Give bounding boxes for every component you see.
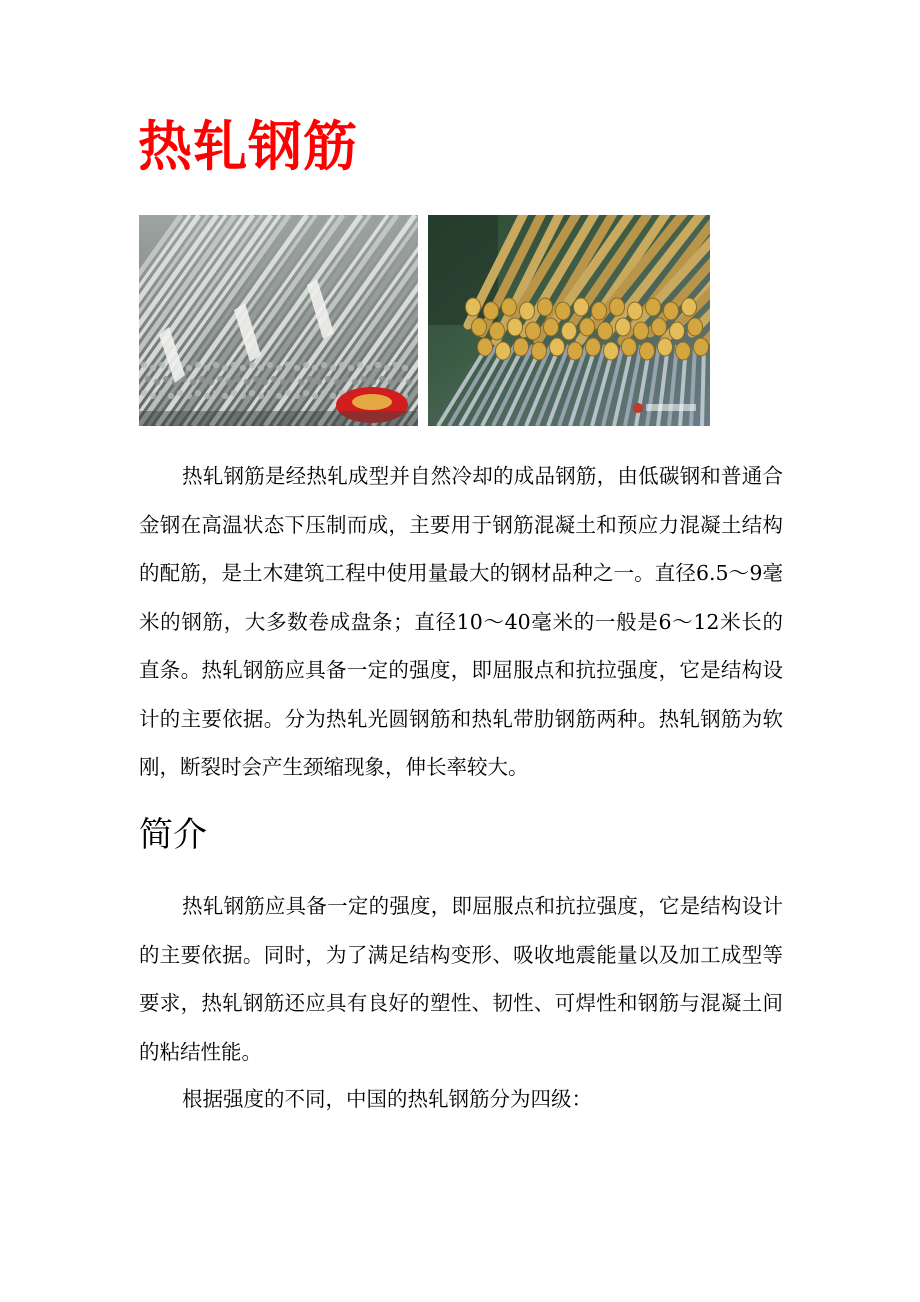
grades-intro-paragraph: 根据强度的不同，中国的热轧钢筋分为四级： xyxy=(182,1087,592,1111)
photo-row xyxy=(139,215,710,426)
document-title: 热轧钢筋 xyxy=(138,115,358,178)
section-paragraph: 热轧钢筋应具备一定的强度，即屈服点和抗拉强度，它是结构设计的主要依据。同时，为了满足结构变形、吸收地震能量以及加工成型等要求，热轧钢筋还应具有良好的塑性、韧性、可焊性和钢筋与混凝土间的粘结性能。 xyxy=(139,894,783,1064)
intro-paragraph: 热轧钢筋是经热轧成型并自然冷却的成品钢筋，由低碳钢和普通合金钢在高温状态下压制而成，主要用于钢筋混凝土和预应力混凝土结构的配筋，是土木建筑工程中使用量最大的钢材品种之一。直径6.5～9毫米的钢筋，大多数卷成盘条；直径10～40毫米的一般是6～12米长的直条。热轧钢筋应具备一定的强度，即屈服点和抗拉强度，它是结构设计的主要依据。分为热轧光圆钢筋和热轧带肋钢筋两种。热轧钢筋为软刚，断裂时会产生颈缩现象，伸长率较大。 xyxy=(139,464,783,779)
steel-rebar-bundles-photo xyxy=(139,215,418,426)
section-heading-intro: 简介 xyxy=(139,815,207,855)
ribbed-rebar-ends-photo xyxy=(428,215,710,426)
